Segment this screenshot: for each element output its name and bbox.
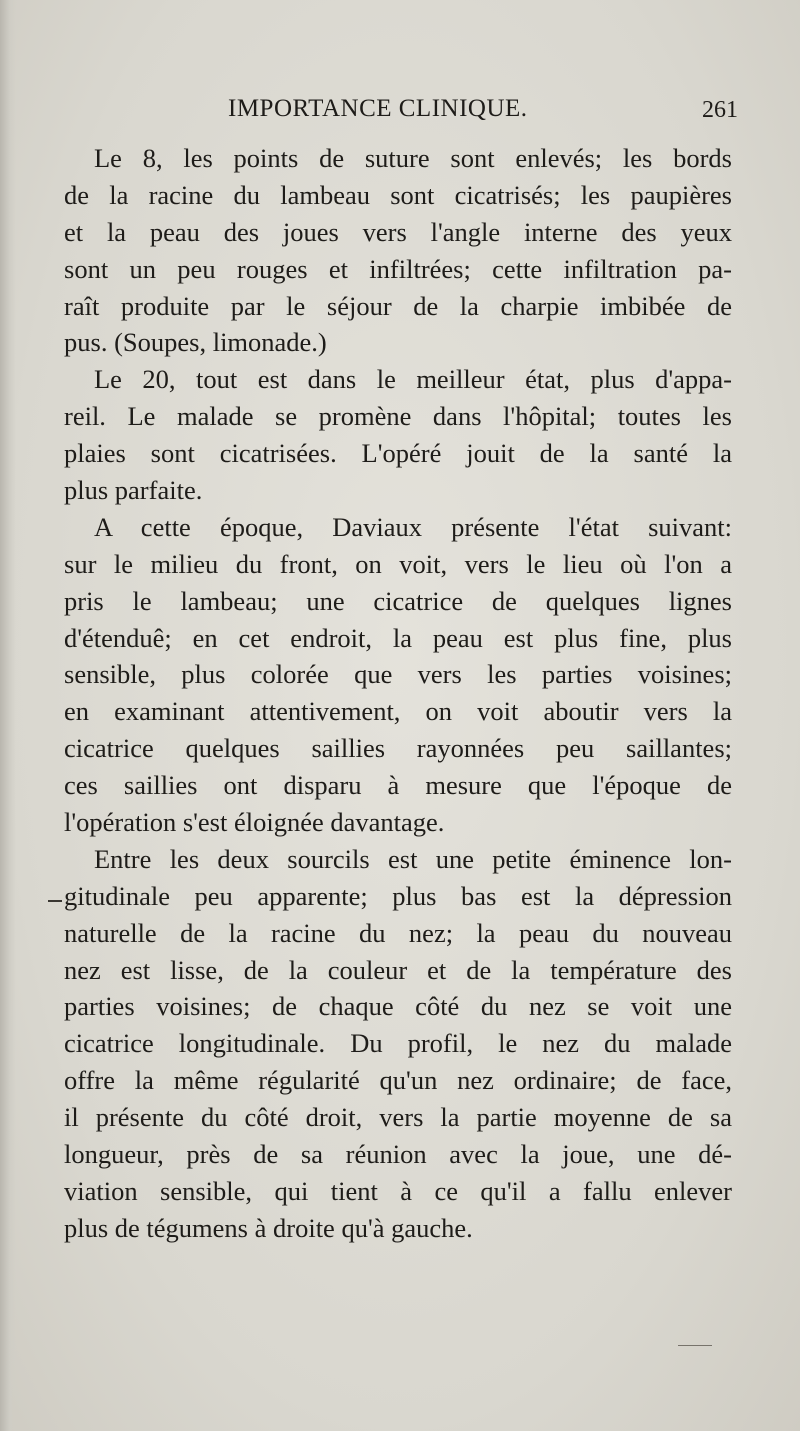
- text-line: Le 8, les points de suture sont enlevés; les bords: [94, 143, 732, 173]
- text-line: gitudinale peu apparente; plus bas est la dépression: [64, 880, 732, 911]
- text-line: il présente du côté droit, vers la partie moyenne de sa: [64, 1102, 732, 1133]
- text-line: Entre les deux sourcils est une petite éminence lon-: [94, 843, 732, 874]
- text-line: en examinant attentivement, on voit aboutir vers la: [64, 696, 732, 727]
- page-gutter-shadow: [0, 0, 16, 1431]
- text-line: plaies sont cicatrisées. L'opéré jouit de la santé la: [64, 438, 732, 469]
- text-line: naturelle de la racine du nez; la peau du nouveau: [64, 917, 732, 948]
- text-line: Le 20, tout est dans le meilleur état, plus d'appa-: [94, 364, 732, 395]
- text-line: offre la même régularité qu'un nez ordinaire; de face,: [64, 1065, 732, 1096]
- text-line: sensible, plus colorée que vers les parties voisines;: [64, 659, 732, 690]
- text-line: l'opération s'est éloignée davantage.: [64, 807, 445, 838]
- margin-mark: [48, 900, 62, 902]
- text-line: nez est lisse, de la couleur et de la température des: [64, 954, 732, 985]
- text-line: cicatrice longitudinale. Du profil, le nez du malade: [64, 1028, 732, 1059]
- text-line: pris le lambeau; une cicatrice de quelques lignes: [64, 585, 732, 616]
- text-line: et la peau des joues vers l'angle interne des yeux: [64, 216, 732, 247]
- text-line: A cette époque, Daviaux présente l'état suivant:: [94, 511, 732, 542]
- text-line: plus parfaite.: [64, 475, 203, 506]
- text-line: raît produite par le séjour de la charpie imbibée de: [64, 290, 732, 321]
- page-number: 261: [702, 97, 738, 123]
- text-line: parties voisines; de chaque côté du nez se voit une: [64, 991, 732, 1022]
- text-line: reil. Le malade se promène dans l'hôpital; toutes les: [64, 401, 732, 432]
- text-line: d'étenduê; en cet endroit, la peau est plus fine, plus: [64, 622, 732, 653]
- running-head: [0, 95, 800, 129]
- end-rule: [678, 1345, 712, 1346]
- text-line: ces saillies ont disparu à mesure que l'époque de: [64, 770, 732, 801]
- text-line: plus de tégumens à droite qu'à gauche.: [64, 1212, 473, 1243]
- text-line: viation sensible, qui tient à ce qu'il a fallu enlever: [64, 1175, 732, 1206]
- text-line: sont un peu rouges et infiltrées; cette infiltration pa-: [64, 253, 732, 284]
- text-line: pus. (Soupes, limonade.): [64, 327, 327, 358]
- body-text: [64, 140, 732, 1247]
- text-line: longueur, près de sa réunion avec la joue, une dé-: [64, 1139, 732, 1170]
- text-line: cicatrice quelques saillies rayonnées peu saillantes;: [64, 733, 732, 764]
- text-line: de la racine du lambeau sont cicatrisés; les paupières: [64, 179, 732, 210]
- running-title: IMPORTANCE CLINIQUE.: [228, 95, 528, 122]
- text-line: sur le milieu du front, on voit, vers le lieu où l'on a: [64, 548, 732, 579]
